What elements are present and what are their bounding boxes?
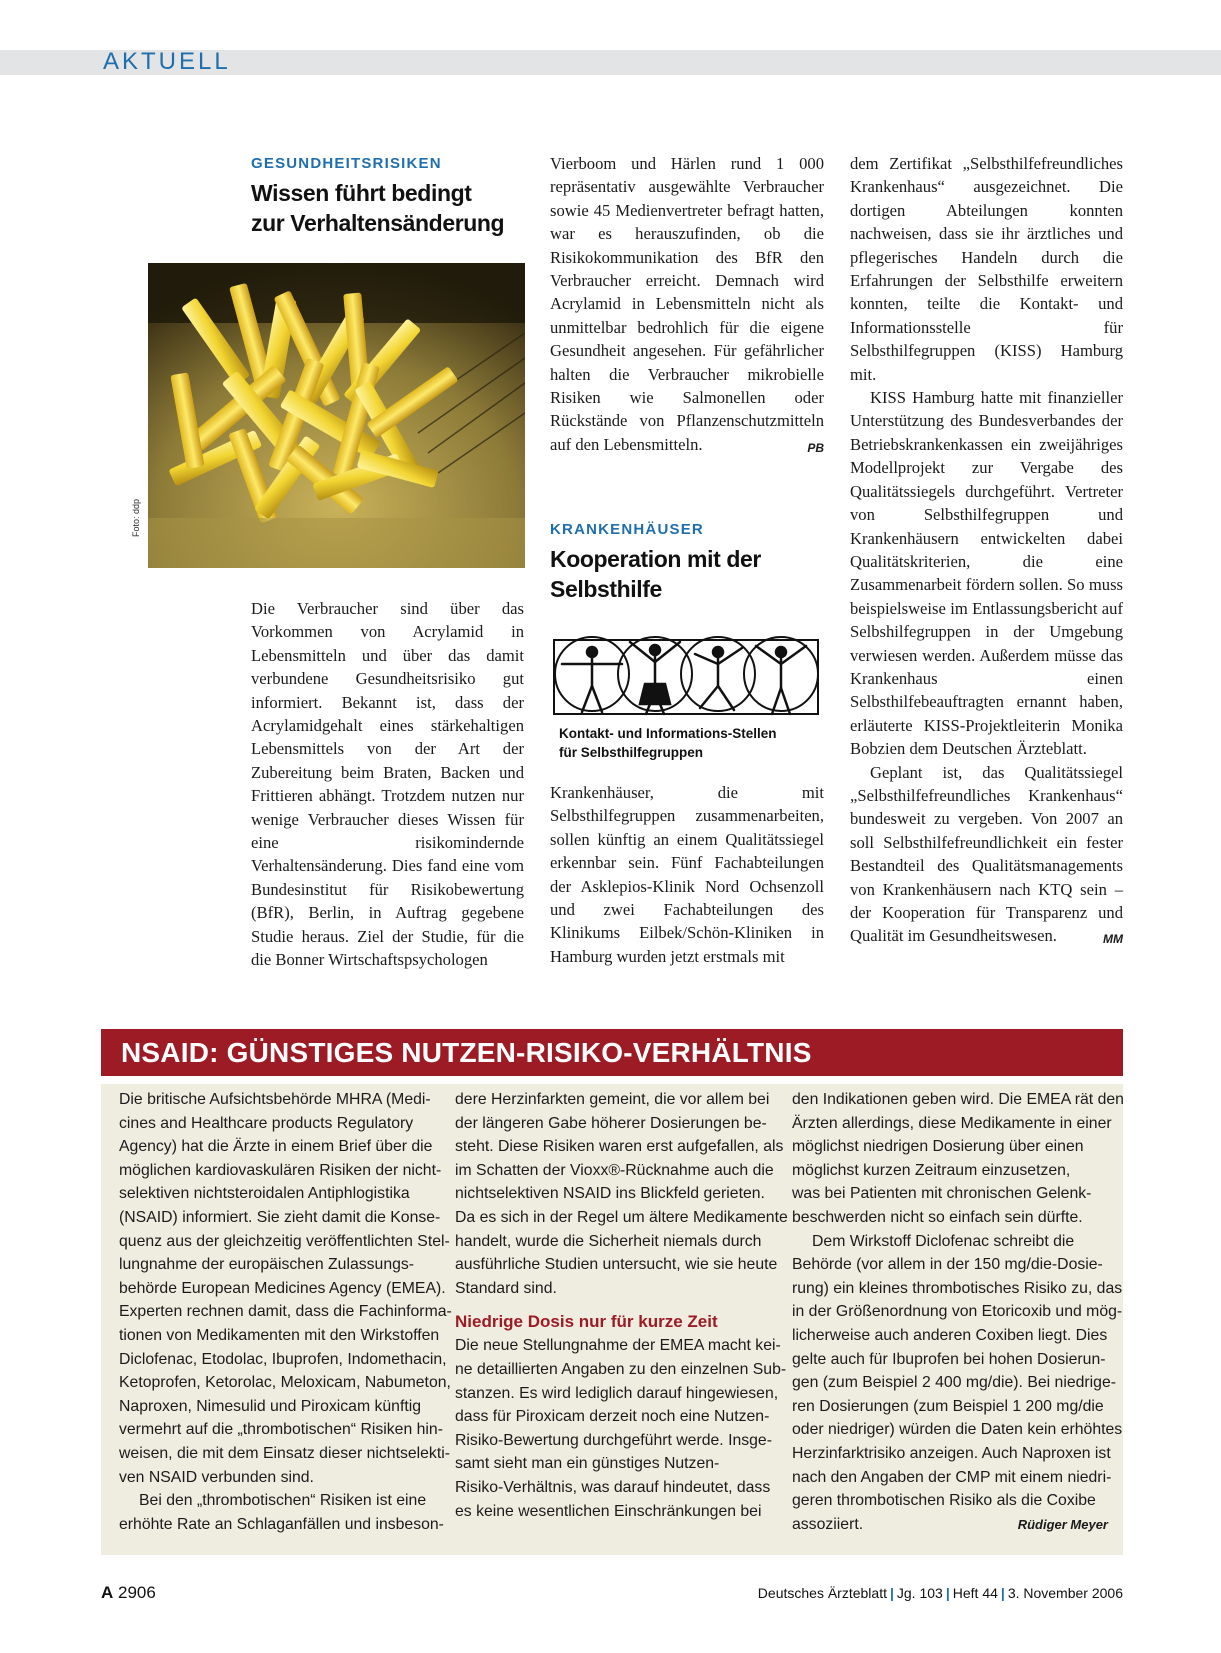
text-line: Bei den „thrombotischen“ Risiken ist eine (139, 1492, 427, 1510)
text-line: handelt, wurde die Sicherheit niemals durch (455, 1232, 762, 1250)
article2-headline (550, 544, 761, 604)
text-line: Herzinfarktrisiko anzeigen. Auch Naproxen ist (792, 1444, 1111, 1462)
kiss-logo-caption-line1: Kontakt- und Informations-Stellen (559, 726, 777, 741)
text-line: ven NSAID verbunden sind. (119, 1468, 314, 1486)
nsaid-signature: Rüdiger Meyer (1017, 1516, 1108, 1532)
article2-col3-p3-paragraph (850, 761, 1123, 948)
page-number-value: 2906 (118, 1583, 156, 1602)
text-line: im Schatten der Vioxx®-Rücknahme auch die (455, 1161, 774, 1179)
text-line: gelte auch für Ibuprofen bei hohen Dosierun- (792, 1350, 1106, 1368)
text-line: den Indikationen geben wird. Die EMEA rät den (792, 1091, 1124, 1108)
nsaid-subhead: Niedrige Dosis nur für kurze Zeit (455, 1312, 718, 1332)
text-line: möglichst kurzen Zeitraum einzusetzen, (792, 1161, 1071, 1179)
text-line: Standard sind. (455, 1279, 557, 1297)
text-line: dere Herzinfarkten gemeint, die vor allem bei (455, 1091, 770, 1108)
article2-column3 (850, 152, 1123, 952)
text-line: rung) ein kleines thrombotisches Risiko zu, das (792, 1279, 1123, 1297)
article1-col1-text: Die Verbraucher sind über das Vorkommen von Acrylamid in Lebensmitteln und über das damit verbundene Gesundheitsrisiko gut informiert. Bekannt ist, dass der Acrylamidgehalt eines stärkehaltigen Lebensmittels von der Art der Zubereitung beim Braten, Backen und Frittieren abhängt. Trotzdem nutzen nur wenige Verbraucher dieses Wissen für eine risikomindernde Verhaltensänderung. Dies fand eine vom Bundesinstitut für Risikobewertung (BfR), Berlin, in Auftrag gegebene Studie heraus. Ziel der Studie, für die die Bonner Wirtschaftspsychologen (251, 599, 524, 970)
article1-headline-line2: zur Verhaltensänderung (251, 210, 505, 236)
text-line: selektiven nichtsteroidalen Antiphlogistika (119, 1185, 410, 1203)
text-line: tionen von Medikamenten mit den Wirkstoffen (119, 1326, 440, 1344)
text-line: gen (zum Beispiel 2 400 mg/die). Bei niedrige- (792, 1374, 1117, 1392)
article2-col3-p1: dem Zertifikat „Selbsthilfefreundliches Krankenhaus“ ausgezeichnet. Die dortigen Abteilungen konnten nachweisen, dass sie ihr ärztliches und pflegerisches Handeln durch die Erfahrungen der Selbsthilfe erweitern konnten, teilte die Kontakt- und Informationsstelle für Selbsthilfegruppen (KISS) Hamburg mit. (850, 154, 1123, 384)
text-line: Behörde (vor allem in der 150 mg/die-Dosie- (792, 1256, 1103, 1274)
article1-column1 (251, 597, 524, 972)
kiss-logo-caption (559, 724, 777, 762)
journal-date: 3. November 2006 (1007, 1585, 1123, 1601)
text-line: ne detaillierten Angaben zu den einzelnen Sub- (455, 1360, 787, 1378)
text-line: Die britische Aufsichtsbehörde MHRA (Medi- (119, 1091, 431, 1108)
article1-headline (251, 178, 504, 238)
text-line-last: assoziiert. (792, 1515, 864, 1533)
nsaid-col2-p2 (455, 1334, 787, 1523)
nsaid-col3-p2 (792, 1230, 1123, 1537)
text-line: beschwerden nicht so einfach sein dürfte. (792, 1208, 1083, 1226)
article1-kicker: GESUNDHEITSRISIKEN (251, 155, 442, 172)
nsaid-col3-p1 (792, 1088, 1124, 1230)
text-line: möglichst niedrigen Dosierung über einen (792, 1138, 1084, 1156)
text-line: Risiko-Verhältnis, was darauf hindeutet, dass (455, 1478, 771, 1496)
kiss-logo-caption-line2: für Selbsthilfegruppen (559, 745, 704, 760)
journal-volume: Jg. 103 (896, 1585, 943, 1601)
text-line: was bei Patienten mit chronischen Gelenk- (792, 1185, 1092, 1203)
text-line: cines and Healthcare products Regulatory (119, 1114, 414, 1132)
text-line: es keine wesentlichen Einschränkungen bei (455, 1502, 762, 1520)
text-line: (NSAID) informiert. Sie zieht damit die Konse- (119, 1208, 441, 1226)
text-line: Dem Wirkstoff Diclofenac schreibt die (812, 1232, 1075, 1250)
text-line: möglichen kardiovaskulären Risiken der nicht- (119, 1161, 442, 1179)
text-line: erhöhte Rate an Schlaganfällen und insbeson- (119, 1515, 444, 1533)
text-line: behörde European Medicines Agency (EMEA). (119, 1279, 446, 1297)
text-line: Risiko-Bewertung durchgeführt werde. Insge- (455, 1431, 772, 1449)
footer-separator: | (945, 1585, 950, 1601)
photo-credit: Foto: ddp (131, 498, 141, 537)
section-label: AKTUELL (103, 48, 231, 75)
journal-footer (758, 1585, 1123, 1601)
text-line: der längeren Gabe höherer Dosierungen be- (455, 1114, 767, 1132)
text-line: ren Dosierungen (zum Beispiel 1 200 mg/die (792, 1397, 1104, 1415)
article2-col3-p2: KISS Hamburg hatte mit finanzieller Unterstützung des Bundesverbandes der Betriebskrankenkassen ein zweijähriges Modellprojekt zur Vergabe des Qualitätssiegels durchgeführt. Vertreter von Selbsthilfegruppen und Krankenhäusern entwickelten dabei Qualitätskriterien, die eine Zusammenarbeit fördern sollen. So muss beispielsweise im Entlassungsbericht auf Selbshilfegruppen in der Umgebung verwiesen werden. Außerdem müsse das Krankenhaus einen Selbsthilfebeauftragten ernannt haben, erläuterte KISS-Projektleiterin Monika Bobzien dem Deutschen Ärzteblatt. (850, 388, 1123, 759)
article1-col2-paragraph (550, 152, 824, 456)
article2-headline-line1: Kooperation mit der (550, 546, 761, 572)
footer-separator: | (1000, 1585, 1005, 1601)
article2-headline-line2: Selbsthilfe (550, 576, 662, 602)
journal-issue: Heft 44 (952, 1585, 998, 1601)
page-number (101, 1583, 156, 1603)
article1-headline-line1: Wissen führt bedingt (251, 180, 472, 206)
article2-signature: MM (1103, 932, 1123, 947)
text-line: ausführliche Studien untersucht, wie sie heute (455, 1256, 778, 1274)
article2-column2 (550, 781, 824, 968)
nsaid-column2 (455, 1088, 788, 1523)
text-line: samt sieht man ein günstiges Nutzen- (455, 1455, 720, 1473)
text-line: stanzen. Es wird lediglich darauf hingewiesen, (455, 1384, 779, 1402)
text-line: weisen, die mit dem Einsatz dieser nichtselekti- (119, 1444, 450, 1462)
text-line: geren thrombotischen Risiko als die Coxibe (792, 1492, 1096, 1510)
text-line: steht. Diese Risiken waren erst aufgefallen, als (455, 1138, 784, 1156)
journal-name: Deutsches Ärzteblatt (757, 1585, 887, 1601)
article1-col2-text: Vierboom und Härlen rund 1 000 repräsentativ ausgewählte Verbraucher sowie 45 Medienvertreter befragt hatten, war es herauszufinden, ob die Risikokommunikation des BfR den Verbraucher erreicht. Demnach wird Acrylamid in Lebensmitteln nicht als unmittelbar bedrohlich für die eigene Gesundheit angesehen. Für gefährlicher halten die Verbraucher mikrobielle Risiken wie Salmonellen oder Rückstände von Pflanzenschutzmitteln auf den Lebensmitteln. (550, 154, 824, 454)
text-line: Die neue Stellungnahme der EMEA macht kei- (455, 1337, 781, 1355)
text-line: Da es sich in der Regel um ältere Medikamente (455, 1208, 788, 1226)
text-line: dass für Piroxicam derzeit noch eine Nutzen- (455, 1408, 770, 1426)
text-line: Experten rechnen damit, dass die Fachinforma- (119, 1303, 452, 1321)
text-line: nach den Angaben der CMP mit einem niedri- (792, 1468, 1112, 1486)
text-line: Agency) hat die Ärzte in einem Brief über die (119, 1138, 433, 1156)
article1-column2 (550, 152, 824, 460)
text-line: quenz aus der gleichzeitig veröffentlichten Stel- (119, 1232, 450, 1250)
text-line: vermehrt auf die „thrombotischen“ Risiken hin- (119, 1421, 443, 1439)
article2-col3-p3: Geplant ist, das Qualitätssiegel „Selbsthilfefreundliches Krankenhaus“ bundesweit zu vergeben. Von 2007 an soll Selbsthilfefreundlichkeit ein fester Bestandteil des Qualitätsmanagements von Krankenhäusern nach KTQ sein – der Kooperation für Transparenz und Qualität im Gesundheitswesen. (850, 762, 1123, 946)
text-line: nichtselektiven NSAID ins Blickfeld gerieten. (455, 1185, 765, 1203)
text-line: Ketoprofen, Ketorolac, Meloxicam, Nabumeton, (119, 1374, 451, 1392)
article1-signature: PB (807, 440, 824, 455)
text-line: licherweise auch anderen Coxiben liegt. Dies (792, 1326, 1108, 1344)
nsaid-column1 (119, 1088, 452, 1536)
french-fries-photo (148, 263, 525, 568)
text-line: Naproxen, Nimesulid und Piroxicam künftig (119, 1397, 422, 1415)
text-line: in der Größenordnung von Etoricoxib und mög- (792, 1303, 1123, 1321)
article2-col2-text: Krankenhäuser, die mit Selbsthilfegruppen zusammenarbeiten, sollen künftig an einem Qualitätssiegel erkennbar sein. Fünf Fachabteilungen der Asklepios-Klinik Nord Ochsenzoll und zwei Fachabteilungen des Klinikums Eilbek/Schön-Kliniken in Hamburg wurden jetzt erstmals mit (550, 783, 824, 966)
text-line: Ärzten allerdings, diese Medikamente in einer (792, 1114, 1112, 1132)
nsaid-col2-p1 (455, 1088, 788, 1300)
nsaid-col1-p2 (119, 1489, 444, 1536)
text-line: Diclofenac, Etodolac, Ibuprofen, Indomethacin, (119, 1350, 447, 1368)
page-prefix: A (101, 1583, 114, 1602)
text-line (792, 1513, 1108, 1537)
article2-kicker: KRANKENHÄUSER (550, 521, 704, 538)
text-line: oder niedriger) würden die Daten kein erhöhtes (792, 1421, 1123, 1439)
nsaid-box-title: NSAID: GÜNSTIGES NUTZEN-RISIKO-VERHÄLTNIS (121, 1037, 812, 1068)
kiss-logo-figures (550, 626, 822, 726)
nsaid-col1-p1 (119, 1088, 452, 1489)
french-fries-image (148, 263, 525, 568)
nsaid-column3 (792, 1088, 1124, 1536)
footer-separator: | (889, 1585, 894, 1601)
text-line: lungnahme der europäischen Zulassungs- (119, 1256, 415, 1274)
